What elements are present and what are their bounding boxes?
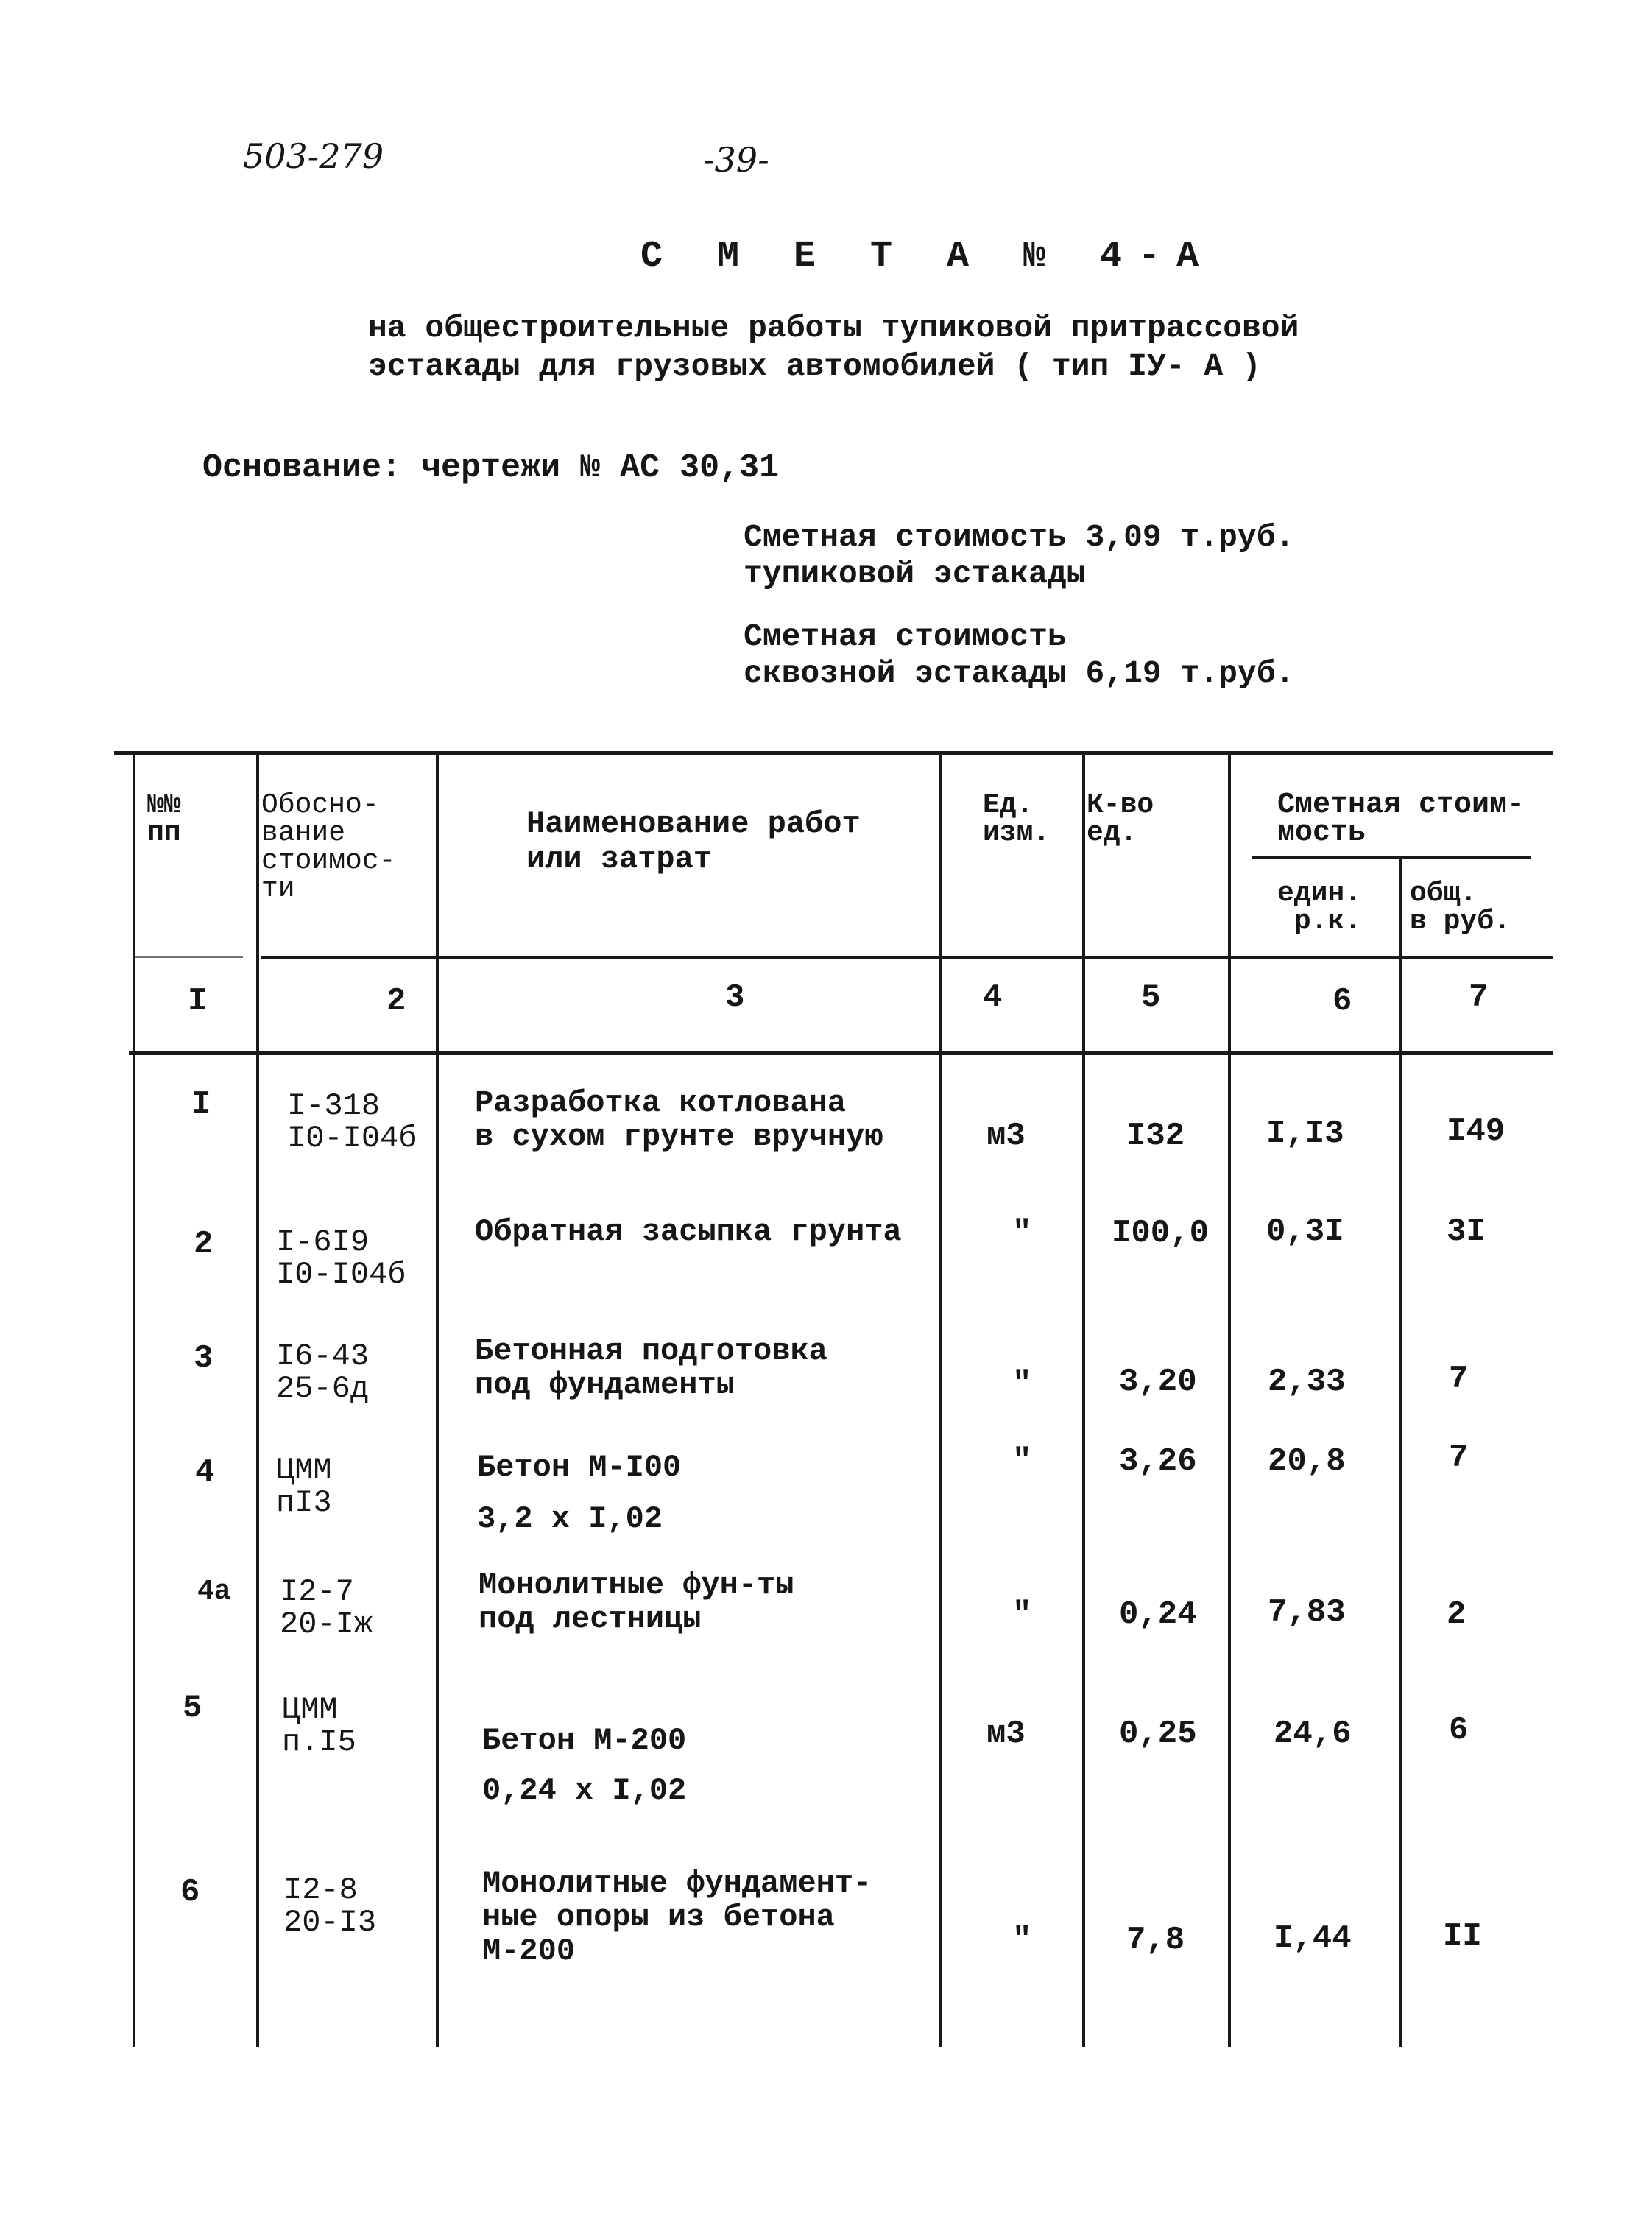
row-number: 6: [180, 1874, 200, 1911]
header-line: един.: [1277, 878, 1362, 909]
name-line: под лестницы: [479, 1601, 702, 1637]
header-name: [526, 806, 861, 877]
header-line: изм.: [983, 817, 1051, 849]
header-line: мость: [1277, 817, 1366, 850]
code-line: I2-7: [280, 1574, 354, 1610]
row-code: [276, 1340, 369, 1405]
estimate-line: тупиковой эстакады: [744, 556, 1086, 592]
header-line: общ.: [1410, 878, 1478, 909]
basis-note: Основание: чертежи № АС 30,31: [202, 449, 780, 487]
row-unit: ": [1012, 1922, 1032, 1959]
column-number: 6: [1332, 983, 1352, 1020]
name-line: 0,24 х I,02: [482, 1773, 687, 1808]
header-unit: [983, 789, 1051, 849]
code-line: I0-I04б: [276, 1257, 406, 1292]
column-number: 2: [386, 983, 406, 1020]
col-rule-name: [436, 755, 439, 2047]
name-line: под фундаменты: [475, 1367, 735, 1403]
header-code: [261, 789, 396, 905]
document-code: 503-279: [243, 136, 384, 176]
row-unit-cost: 24,6: [1274, 1716, 1352, 1752]
row-total: II: [1443, 1918, 1482, 1955]
header-bottom-rule-dash: [133, 956, 243, 958]
name-line: Разработка котлована: [475, 1085, 847, 1121]
code-line: I0-I04б: [287, 1121, 417, 1156]
row-unit: м3: [986, 1716, 1026, 1752]
row-name: [475, 1086, 883, 1154]
column-number: 7: [1469, 979, 1489, 1016]
header-line: Наименование работ: [526, 806, 861, 842]
row-unit: ": [1012, 1443, 1032, 1480]
col-rule-qty: [1082, 755, 1085, 2047]
header-cost-group: [1277, 789, 1525, 850]
estimate-dead-end: [744, 519, 1294, 593]
row-qty: 0,25: [1119, 1716, 1197, 1752]
row-total: 7: [1449, 1361, 1469, 1397]
col-rule-total: [1399, 858, 1402, 2047]
table-top-rule: [114, 751, 1553, 755]
document-title: С М Е Т А № 4-А: [640, 236, 1215, 278]
header-line: Ед.: [983, 789, 1034, 821]
row-qty: 0,24: [1119, 1596, 1197, 1633]
name-line: М-200: [482, 1934, 576, 1969]
row-name: [479, 1568, 794, 1636]
header-bottom-rule: [261, 956, 1553, 959]
column-number: 5: [1141, 979, 1161, 1016]
row-qty: 3,20: [1119, 1364, 1197, 1400]
document-subtitle: [368, 309, 1299, 386]
header-line: Обосно-: [261, 789, 379, 821]
col-rule-unit: [939, 755, 942, 2047]
name-line: Обратная засыпка грунта: [475, 1214, 902, 1250]
row-unit-cost: I,44: [1274, 1920, 1352, 1957]
header-line: стоимос-: [261, 845, 396, 877]
row-unit-cost: 20,8: [1268, 1443, 1346, 1480]
name-line: Бетон М-I00: [477, 1450, 682, 1485]
code-line: I6-43: [276, 1339, 370, 1374]
code-line: пI3: [276, 1485, 332, 1520]
row-number: 3: [194, 1340, 213, 1377]
name-line: 3,2 х I,02: [477, 1501, 663, 1537]
header-line: К-во: [1087, 789, 1154, 821]
column-number: 4: [983, 979, 1003, 1016]
row-unit: ": [1012, 1215, 1032, 1252]
header-line: вание: [261, 817, 346, 849]
code-line: ЦММ: [282, 1692, 338, 1727]
row-number: 5: [183, 1690, 202, 1727]
row-qty: 7,8: [1126, 1922, 1185, 1959]
col-rule-unitcost: [1228, 755, 1231, 2047]
header-line: р.к.: [1293, 906, 1362, 937]
header-qty: [1087, 789, 1154, 849]
row-code: [276, 1454, 332, 1519]
row-qty: I32: [1126, 1118, 1185, 1155]
row-unit-cost: I,I3: [1266, 1115, 1344, 1152]
row-name: [475, 1215, 902, 1249]
row-qty: 3,26: [1119, 1443, 1197, 1480]
row-number: I: [191, 1086, 211, 1123]
row-number: 4а: [197, 1576, 231, 1607]
header-line: ед.: [1087, 817, 1137, 849]
row-total: 7: [1449, 1439, 1469, 1476]
header-unit-cost: [1277, 880, 1361, 936]
row-total: 2: [1447, 1596, 1466, 1633]
subtitle-line: на общестроительные работы тупиковой притрассовой: [368, 310, 1299, 346]
name-line: Бетонная подготовка: [475, 1333, 827, 1369]
row-unit-cost: 7,83: [1268, 1594, 1346, 1631]
numbers-bottom-rule: [129, 1051, 1553, 1055]
row-unit: ": [1012, 1366, 1032, 1403]
name-line: Монолитные фундамент-: [482, 1866, 872, 1901]
code-line: п.I5: [282, 1724, 356, 1760]
code-line: I-6I9: [276, 1224, 370, 1260]
column-number: 3: [725, 979, 745, 1016]
header-line: Сметная стоим-: [1277, 789, 1525, 822]
row-total: 3I: [1447, 1213, 1486, 1250]
row-name: [475, 1334, 827, 1402]
row-code: [276, 1226, 406, 1291]
row-code: [287, 1090, 417, 1155]
estimate-line: сквозной эстакады 6,19 т.руб.: [744, 655, 1295, 691]
code-line: 25-6д: [276, 1371, 370, 1406]
row-number: 4: [195, 1454, 215, 1491]
row-unit-cost: 2,33: [1268, 1364, 1346, 1400]
header-line: или затрат: [526, 842, 713, 877]
col-rule-left: [133, 755, 135, 2047]
header-line: ти: [261, 873, 295, 905]
row-name: [477, 1442, 681, 1545]
code-line: 20-Iж: [280, 1607, 373, 1642]
estimate-line: Сметная стоимость 3,09 т.руб.: [744, 519, 1295, 555]
row-unit: м3: [986, 1118, 1026, 1155]
name-line: Монолитные фун-ты: [479, 1568, 794, 1603]
row-name: [482, 1716, 686, 1816]
estimate-line: Сметная стоимость: [744, 618, 1067, 655]
row-unit-cost: 0,3I: [1266, 1213, 1344, 1250]
name-line: в сухом грунте вручную: [475, 1119, 883, 1155]
code-line: ЦММ: [276, 1453, 332, 1488]
row-unit: ": [1012, 1596, 1032, 1633]
col-rule-code: [256, 755, 259, 2047]
column-number: I: [188, 983, 208, 1020]
row-code: [280, 1576, 373, 1640]
estimate-through: [744, 618, 1294, 692]
header-line: в руб.: [1410, 906, 1511, 937]
code-line: I2-8: [283, 1872, 358, 1908]
row-number: 2: [194, 1226, 213, 1263]
header-line: пп: [147, 817, 181, 849]
subtitle-line: эстакады для грузовых автомобилей ( тип IУ- А ): [368, 348, 1261, 384]
name-line: Бетон М-200: [482, 1723, 687, 1758]
row-total: 6: [1449, 1712, 1469, 1749]
name-line: ные опоры из бетона: [482, 1900, 835, 1935]
cost-group-rule: [1252, 856, 1531, 859]
row-total: I49: [1447, 1113, 1505, 1150]
code-line: 20-I3: [283, 1905, 377, 1940]
header-no: [147, 789, 181, 849]
header-line: №№: [147, 789, 181, 821]
row-code: [282, 1693, 356, 1758]
header-total: [1410, 880, 1511, 936]
code-line: I-318: [287, 1088, 381, 1124]
page-number: -39-: [703, 140, 769, 180]
row-code: [283, 1874, 376, 1939]
row-name: [482, 1867, 872, 1968]
row-qty: I00,0: [1112, 1215, 1210, 1252]
